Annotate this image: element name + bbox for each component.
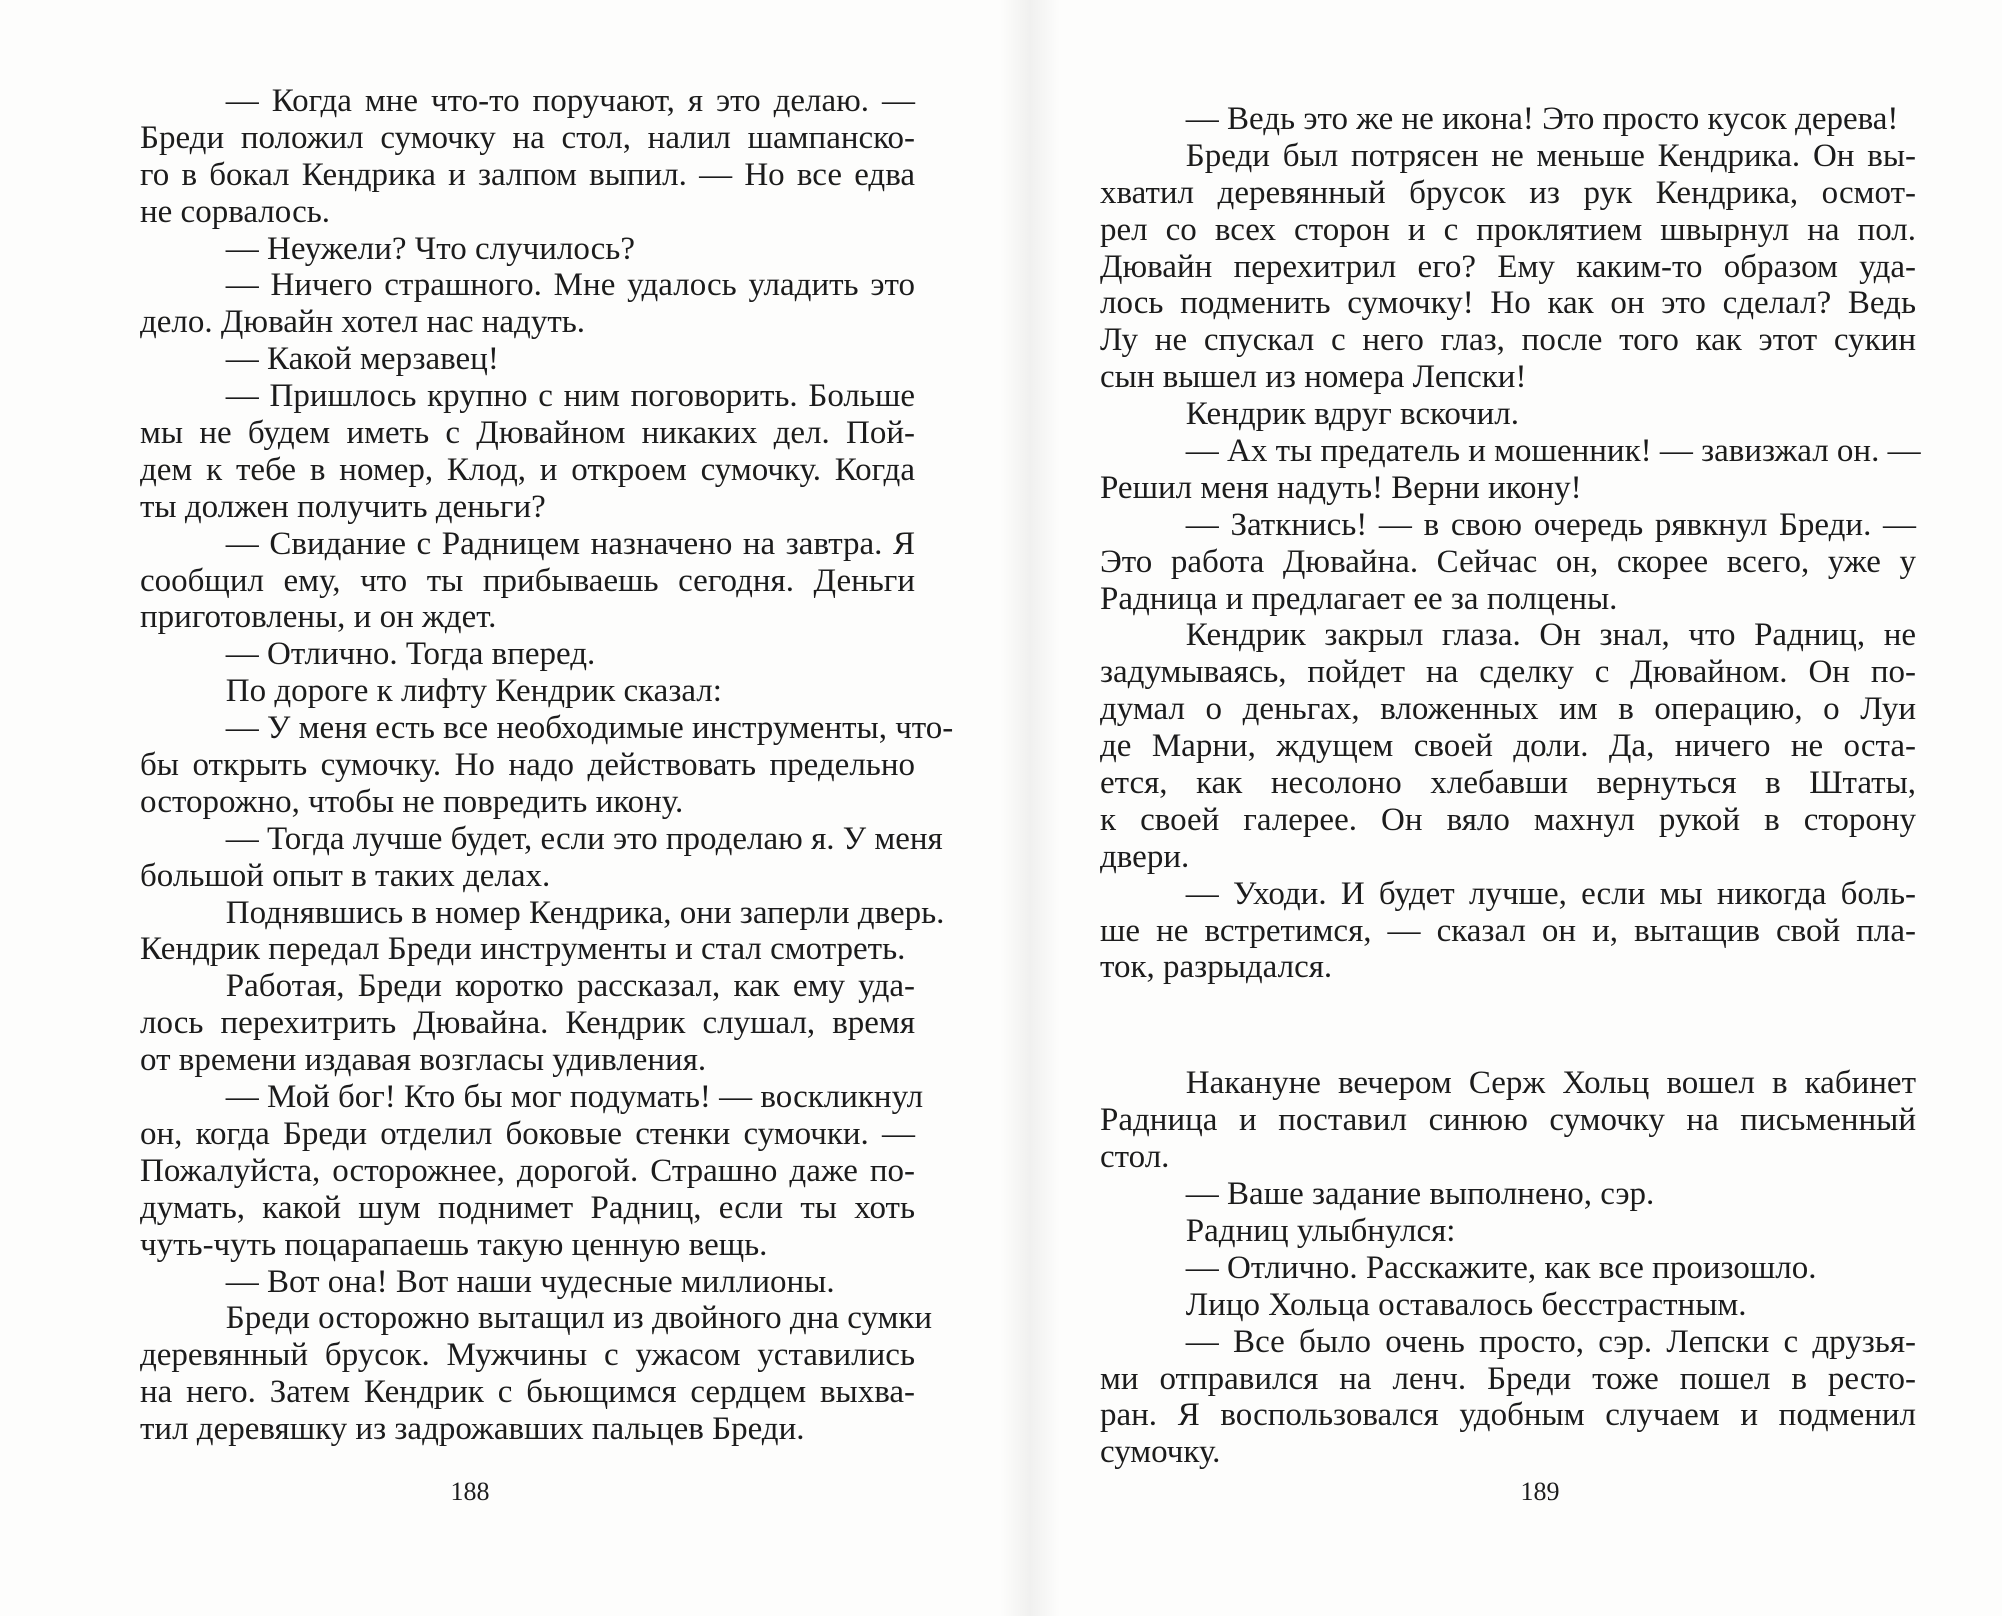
- text-line: — Какой мерзавец!: [225, 341, 499, 378]
- text-line: осторожно, чтобы не повредить икону.: [140, 783, 684, 820]
- text-line: Лу не спускал с него глаз, после того как этот сукин: [1100, 322, 1916, 359]
- text-line: стол.: [1100, 1139, 1170, 1176]
- right-page-text-part-2: [1100, 1065, 1916, 1471]
- text-line: не сорвалось.: [140, 193, 331, 230]
- text-line: большой опыт в таких делах.: [140, 857, 551, 894]
- text-line: Пожалуйста, осторожнее, дорогой. Страшно даже по-: [140, 1152, 915, 1189]
- text-line: сумочку.: [1100, 1434, 1221, 1471]
- text-line: — Заткнись! — в свою очередь рявкнул Бреди. —: [1185, 506, 1916, 543]
- text-line: Бреди был потрясен не меньше Кендрика. Он вы-: [1185, 137, 1916, 174]
- text-line: деревянный брусок. Мужчины с ужасом уставились: [140, 1337, 915, 1374]
- text-line: дело. Дювайн хотел нас надуть.: [140, 304, 586, 341]
- text-line: мы не будем иметь с Дювайном никаких дел. Пой-: [140, 415, 915, 452]
- text-line: Работая, Бреди коротко рассказал, как ему уда-: [225, 968, 915, 1005]
- text-line: — Все было очень просто, сэр. Лепски с друзья-: [1185, 1323, 1916, 1360]
- text-line: — Ах ты предатель и мошенник! — завизжал он. —: [1185, 433, 1921, 470]
- text-line: Это работа Дювайна. Сейчас он, скорее всего, уже у: [1100, 543, 1916, 580]
- text-line: — Мой бог! Кто бы мог подумать! — воскликнул: [225, 1079, 924, 1116]
- text-line: Дювайн перехитрил его? Ему каким-то образом уда-: [1100, 248, 1916, 285]
- text-line: Радница и поставил синюю сумочку на письменный: [1100, 1102, 1916, 1139]
- text-line: — У меня есть все необходимые инструменты, что-: [225, 710, 954, 747]
- text-line: хватил деревянный брусок из рук Кендрика, осмот-: [1100, 174, 1916, 211]
- right-page-text: [1100, 101, 1921, 1471]
- text-line: двери.: [1100, 838, 1190, 875]
- text-line: Решил меня надуть! Верни икону!: [1100, 469, 1582, 506]
- text-line: он, когда Бреди отделил боковые стенки сумочки. —: [140, 1115, 915, 1152]
- text-line: — Ничего страшного. Мне удалось уладить это: [225, 267, 915, 304]
- text-line: — Ваше задание выполнено, сэр.: [1185, 1176, 1655, 1213]
- page-number-left: 188: [450, 1477, 490, 1506]
- text-line: от времени издавая возгласы удивления.: [140, 1042, 707, 1079]
- left-page: [0, 0, 1000, 1616]
- text-line: сообщил ему, что ты прибываешь сегодня. Деньги: [140, 562, 915, 599]
- text-line: на него. Затем Кендрик с бьющимся сердцем выхва-: [140, 1374, 915, 1411]
- text-line: приготовлены, и он ждет.: [140, 599, 497, 636]
- text-line: — Уходи. И будет лучше, если мы никогда боль-: [1185, 875, 1916, 912]
- left-page-text: [140, 83, 954, 1448]
- text-line: Кендрик вдруг вскочил.: [1185, 396, 1520, 433]
- text-line: Кендрик передал Бреди инструменты и стал смотреть.: [140, 931, 906, 968]
- text-line: думать, какой шум поднимет Радниц, если ты хоть: [140, 1189, 915, 1226]
- right-page-text-part-1: [1100, 101, 1921, 986]
- text-line: Поднявшись в номер Кендрика, они заперли дверь.: [225, 894, 945, 931]
- section-break: [1100, 986, 1916, 1065]
- text-line: сын вышел из номера Лепски!: [1100, 359, 1527, 396]
- text-line: ран. Я воспользовался удобным случаем и подменил: [1100, 1397, 1916, 1434]
- page-number-right: 189: [1520, 1477, 1560, 1506]
- text-line: — Вот она! Вот наши чудесные миллионы.: [225, 1263, 835, 1300]
- text-line: ше не встретимся, — сказал он и, вытащив свой пла-: [1100, 912, 1916, 949]
- text-line: чуть-чуть поцарапаешь такую ценную вещь.: [140, 1226, 768, 1263]
- text-line: ми отправился на ленч. Бреди тоже пошел в ресто-: [1100, 1360, 1916, 1397]
- text-line: Радница и предлагает ее за полцены.: [1100, 580, 1618, 617]
- text-line: думал о деньгах, вложенных им в операцию, о Луи: [1100, 691, 1916, 728]
- text-line: де Марни, ждущем своей доли. Да, ничего не оста-: [1100, 728, 1916, 765]
- text-line: — Неужели? Что случилось?: [225, 230, 635, 267]
- text-line: Радниц улыбнулся:: [1185, 1212, 1456, 1249]
- text-line: к своей галерее. Он вяло махнул рукой в сторону: [1100, 801, 1916, 838]
- text-line: ток, разрыдался.: [1100, 949, 1333, 986]
- text-line: Накануне вечером Серж Хольц вошел в кабинет: [1185, 1065, 1916, 1102]
- text-line: Кендрик закрыл глаза. Он знал, что Радниц, не: [1185, 617, 1916, 654]
- text-line: го в бокал Кендрика и залпом выпил. — Но все едва: [140, 156, 915, 193]
- text-line: бы открыть сумочку. Но надо действовать предельно: [140, 747, 915, 784]
- text-line: лось подменить сумочку! Но как он это сделал? Ведь: [1100, 285, 1916, 322]
- text-line: дем к тебе в номер, Клод, и откроем сумочку. Когда: [140, 451, 915, 488]
- text-line: — Отлично. Тогда вперед.: [225, 636, 596, 673]
- right-page: [1040, 0, 2002, 1616]
- text-line: — Ведь это же не икона! Это просто кусок дерева!: [1185, 101, 1899, 137]
- text-line: ты должен получить деньги?: [140, 488, 546, 525]
- text-line: — Пришлось крупно с ним поговорить. Больше: [225, 378, 915, 415]
- text-line: По дороге к лифту Кендрик сказал:: [225, 673, 722, 710]
- text-line: Лицо Хольца оставалось бесстрастным.: [1185, 1286, 1747, 1323]
- text-line: — Отлично. Расскажите, как все произошло.: [1185, 1249, 1817, 1286]
- text-line: тил деревяшку из задрожавших пальцев Бреди.: [140, 1411, 805, 1448]
- text-line: лось перехитрить Дювайна. Кендрик слушал, время: [140, 1005, 915, 1042]
- text-line: рел со всех сторон и с проклятием швырнул на пол.: [1100, 211, 1916, 248]
- text-line: — Свидание с Радницем назначено на завтра. Я: [225, 525, 915, 562]
- text-line: Бреди осторожно вытащил из двойного дна сумки: [225, 1300, 933, 1337]
- text-line: — Когда мне что-то поручают, я это делаю. —: [225, 83, 915, 119]
- text-line: задумываясь, пойдет на сделку с Дювайном. Он по-: [1100, 654, 1916, 691]
- text-line: — Тогда лучше будет, если это проделаю я. У меня: [225, 820, 943, 857]
- text-line: ется, как несолоно хлебавши вернуться в Штаты,: [1100, 765, 1916, 802]
- text-line: Бреди положил сумочку на стол, налил шампанско-: [140, 119, 915, 156]
